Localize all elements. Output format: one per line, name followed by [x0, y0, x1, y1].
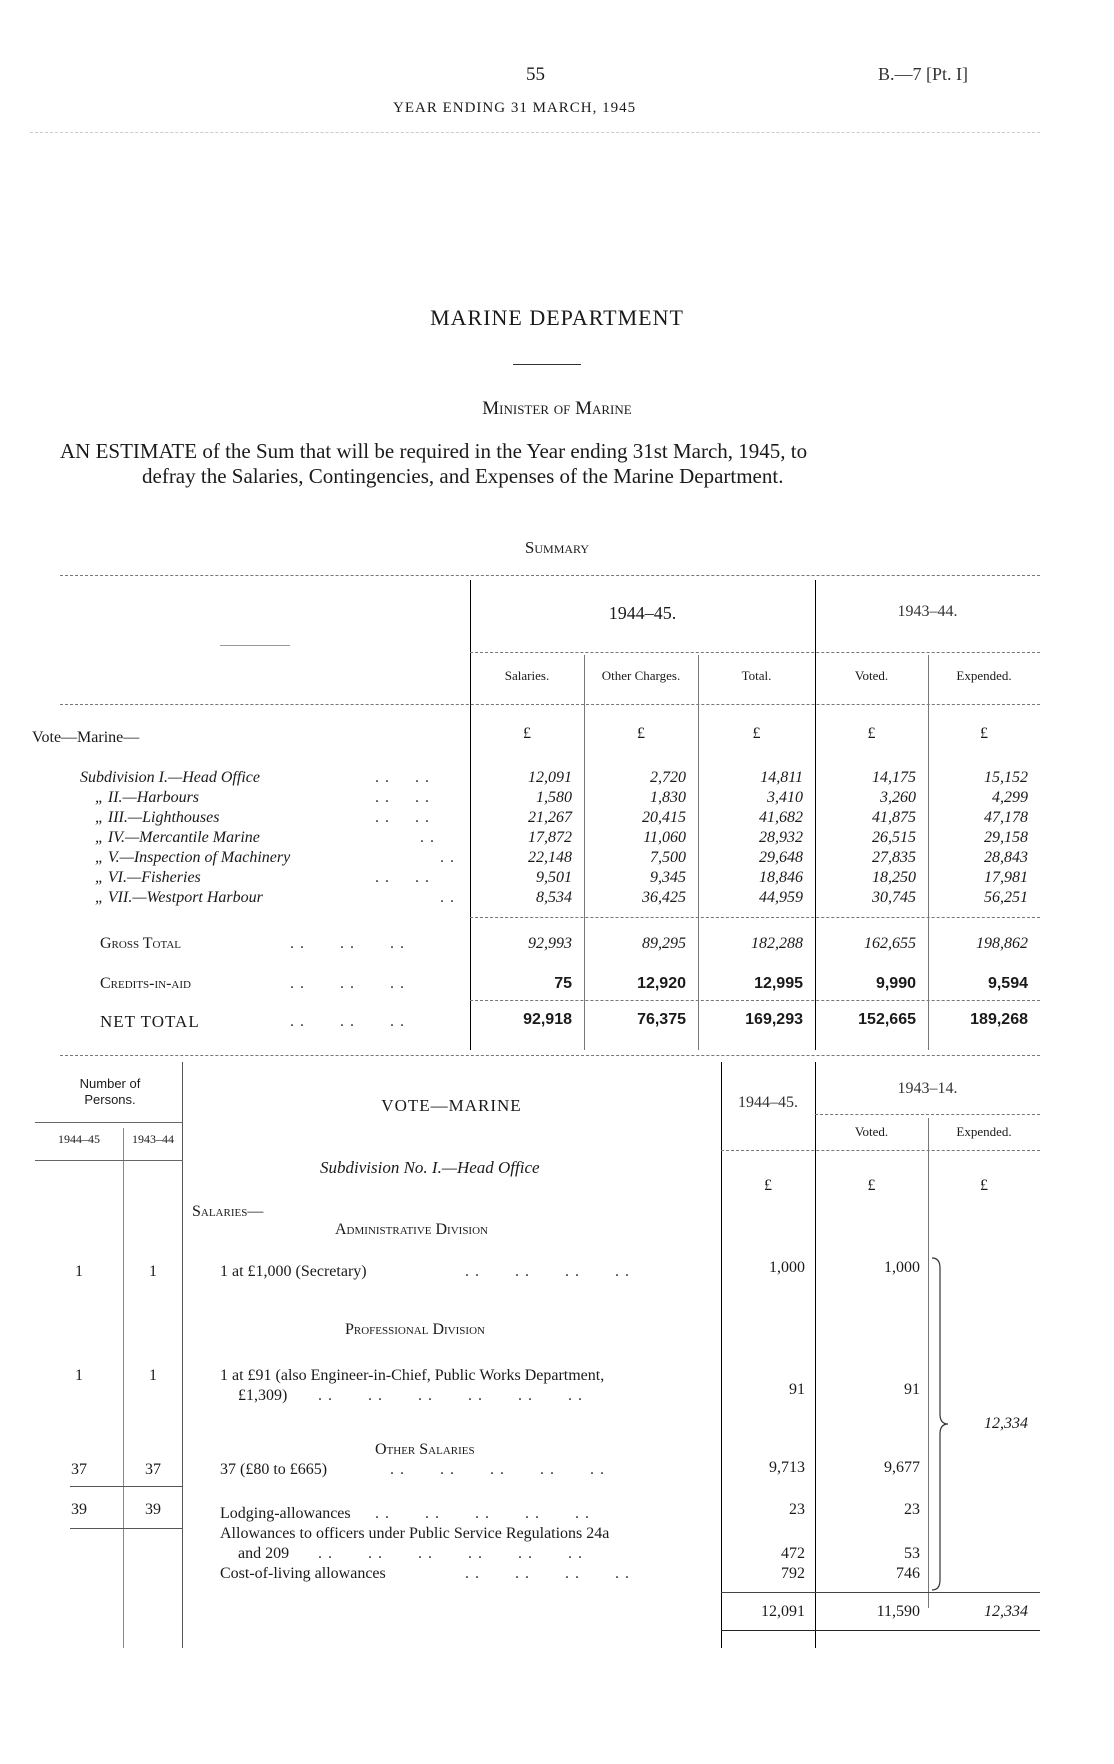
vote-total-1944: 12,091: [761, 1603, 805, 1620]
cost-of-living-voted-value: 746: [896, 1565, 920, 1582]
leader-dots: .. .. ..: [290, 975, 410, 992]
leader-dots: ..: [440, 889, 460, 906]
credits-in-aid-label: Credits-in-aid: [100, 975, 191, 992]
summary-row-label: „ V.—Inspection of Machinery: [95, 849, 291, 866]
summary-cell: 17,981: [984, 869, 1028, 886]
document-reference: B.—7 [Pt. I]: [878, 64, 968, 84]
prof-1944-value: 91: [789, 1381, 805, 1398]
other-row-text: 37 (£80 to £665): [220, 1461, 328, 1478]
vote-total-rule: [721, 1592, 1040, 1593]
summary-cell: 56,251: [984, 889, 1028, 906]
persons-total-rule: [70, 1486, 182, 1487]
col-other-charges: Other Charges.: [601, 668, 681, 683]
summary-cell: 1,580: [536, 789, 572, 806]
summary-row-label: Subdivision I.—Head Office: [80, 769, 260, 786]
persons-count: 37: [71, 1461, 87, 1478]
title-rule: [513, 364, 581, 365]
vote-currency: £: [867, 1177, 876, 1194]
admin-1944-value: 1,000: [769, 1259, 805, 1276]
vote-col-1943: 1943–14.: [897, 1080, 958, 1097]
summary-cell: 17,872: [528, 829, 572, 846]
net-total-cell: 169,293: [745, 1011, 803, 1028]
summary-cell: 18,846: [759, 869, 803, 886]
gross-total-cell: 162,655: [864, 935, 916, 952]
currency-symbol: £: [867, 725, 876, 742]
persons-header: [40, 1076, 180, 1108]
summary-cell: 8,534: [536, 889, 572, 906]
leader-dots: .. .. .. ..: [465, 1263, 635, 1280]
summary-heading: Summary: [524, 538, 590, 557]
summary-cell: 18,250: [872, 869, 916, 886]
vote-persons-inner-divider: [123, 1128, 124, 1648]
net-total-rule: [470, 1000, 1040, 1001]
summary-cell: 20,415: [642, 809, 686, 826]
summary-cell: 14,175: [872, 769, 916, 786]
bracket-expended-value: 12,334: [984, 1415, 1028, 1432]
summary-cell: 3,410: [767, 789, 803, 806]
credits-cell: 9,594: [987, 975, 1028, 992]
credits-cell: 75: [554, 975, 572, 992]
vote-total-expended: 12,334: [984, 1603, 1028, 1620]
credits-cell: 12,920: [637, 975, 686, 992]
page-title: MARINE DEPARTMENT: [430, 305, 684, 330]
vote-bottom-rule: [721, 1630, 1040, 1631]
leader-dots: .. .. .. ..: [465, 1565, 635, 1582]
leader-dots: .. .. .. .. ..: [390, 1461, 610, 1478]
lodging-text: Lodging-allowances: [220, 1505, 351, 1522]
vote-marine-label: Vote—Marine—: [32, 729, 140, 746]
summary-bottom-rule: [60, 1055, 1040, 1056]
lodging-1944-value: 23: [789, 1501, 805, 1518]
persons-count: 1: [149, 1263, 157, 1280]
persons-count: 1: [75, 1367, 83, 1384]
leader-dots: .. .. .. .. ..: [375, 1505, 595, 1522]
summary-cell: 11,060: [643, 829, 686, 846]
summary-cell: 3,260: [880, 789, 916, 806]
admin-division-heading: Administrative Division: [335, 1221, 488, 1238]
persons-count: 1: [149, 1367, 157, 1384]
persons-header-rule: [35, 1122, 183, 1123]
persons-bottom-rule: [70, 1528, 182, 1529]
allowances-text: Allowances to officers under Public Service Regulations 24a: [220, 1525, 610, 1542]
allowances-voted-value: 53: [904, 1545, 920, 1562]
credits-cell: 12,995: [754, 975, 803, 992]
intro-line-2: defray the Salaries, Contingencies, and Expenses of the Marine Department.: [142, 464, 784, 488]
persons-count: 1: [75, 1263, 83, 1280]
summary-group-1944: 1944–45.: [608, 603, 677, 623]
page-number: 55: [526, 64, 545, 85]
currency-symbol: £: [523, 725, 531, 742]
persons-total: 39: [145, 1501, 161, 1518]
leader-dots: ..: [420, 829, 440, 846]
leader-dots: .. ..: [375, 769, 435, 786]
summary-row-label: „ VII.—Westport Harbour: [95, 889, 263, 906]
leader-dots: .. ..: [375, 789, 435, 806]
leader-dots: .. .. ..: [290, 935, 410, 952]
persons-total: 39: [71, 1501, 87, 1518]
summary-cell: 21,267: [528, 809, 572, 826]
persons-count: 37: [145, 1461, 161, 1478]
header-rule: [30, 132, 1040, 133]
leader-dots: .. ..: [375, 869, 435, 886]
vote-col-expended: Expended.: [956, 1124, 1012, 1139]
currency-symbol: £: [752, 725, 761, 742]
prof-voted-value: 91: [904, 1381, 920, 1398]
col-voted: Voted.: [854, 668, 889, 683]
summary-cell: 15,152: [984, 769, 1028, 786]
other-salaries-heading: Other Salaries: [375, 1441, 475, 1458]
summary-cell: 1,830: [650, 789, 686, 806]
leader-dots: .. ..: [375, 809, 435, 826]
persons-year-rule: [35, 1160, 183, 1161]
vote-header-rule: [721, 1150, 1040, 1151]
prof-row-text: £1,309): [238, 1387, 288, 1404]
vote-currency: £: [764, 1177, 772, 1194]
admin-voted-value: 1,000: [884, 1259, 920, 1276]
summary-cell: 41,682: [759, 809, 803, 826]
admin-row-text: 1 at £1,000 (Secretary): [220, 1263, 367, 1280]
persons-header-text: Number of Persons.: [79, 1076, 141, 1107]
currency-symbol: £: [637, 725, 645, 742]
net-total-cell: 189,268: [970, 1011, 1028, 1028]
summary-cell: 9,501: [536, 869, 572, 886]
summary-cell: 41,875: [872, 809, 916, 826]
net-total-cell: 152,665: [858, 1011, 916, 1028]
summary-stub-rule: [220, 645, 290, 646]
other-1944-value: 9,713: [769, 1459, 805, 1476]
summary-top-rule: [60, 575, 1040, 576]
subdivision-heading: Subdivision No. I.—Head Office: [320, 1158, 540, 1177]
allowances-1944-value: 472: [781, 1545, 805, 1562]
summary-cell: 28,843: [984, 849, 1028, 866]
net-total-cell: 76,375: [637, 1011, 686, 1028]
col-salaries: Salaries.: [504, 668, 550, 683]
summary-header-rule: [470, 652, 1040, 653]
cost-of-living-1944-value: 792: [781, 1565, 805, 1582]
persons-year-b: 1943–44: [132, 1132, 174, 1146]
vote-currency: £: [980, 1177, 988, 1194]
summary-cell: 29,648: [759, 849, 803, 866]
credits-cell: 9,990: [875, 975, 916, 992]
summary-cell: 28,932: [759, 829, 803, 846]
vote-col-voted: Voted.: [854, 1124, 889, 1139]
summary-cell: 44,959: [759, 889, 803, 906]
summary-cell: 47,178: [984, 809, 1028, 826]
summary-cell: 9,345: [650, 869, 686, 886]
vote-title: VOTE—MARINE: [381, 1096, 522, 1115]
prof-division-heading: Professional Division: [345, 1321, 485, 1338]
intro-line-1: AN ESTIMATE of the Sum that will be required in the Year ending 31st March, 1945, to: [60, 439, 808, 463]
summary-group-1943: 1943–44.: [897, 603, 958, 620]
leader-dots: ..: [440, 849, 460, 866]
summary-row-label: „ IV.—Mercantile Marine: [95, 829, 260, 846]
gross-total-cell: 92,993: [528, 935, 572, 952]
leader-dots: .. .. .. .. .. ..: [318, 1545, 588, 1562]
summary-cell: 26,515: [872, 829, 916, 846]
col-expended: Expended.: [956, 668, 1012, 683]
prof-row-text: 1 at £91 (also Engineer-in-Chief, Public Works Department,: [220, 1367, 605, 1384]
gross-total-cell: 182,288: [751, 935, 803, 952]
summary-row-label: „ III.—Lighthouses: [95, 809, 220, 826]
gross-total-cell: 198,862: [976, 935, 1028, 952]
summary-cell: 36,425: [642, 889, 686, 906]
summary-row-label: „ II.—Harbours: [95, 789, 200, 806]
summary-cell: 2,720: [650, 769, 686, 786]
summary-cell: 29,158: [984, 829, 1028, 846]
leader-dots: .. .. ..: [290, 1013, 410, 1030]
other-voted-value: 9,677: [884, 1459, 920, 1476]
summary-cell: 7,500: [650, 849, 686, 866]
net-total-cell: 92,918: [523, 1011, 572, 1028]
net-total-label: NET TOTAL: [100, 1012, 200, 1031]
vote-persons-divider: [182, 1062, 183, 1648]
summary-cell: 14,811: [760, 769, 803, 786]
salaries-label: Salaries—: [192, 1203, 264, 1220]
year-ending-line: YEAR ENDING 31 MARCH, 1945: [393, 100, 637, 116]
gross-total-cell: 89,295: [642, 935, 686, 952]
col-total: Total.: [741, 668, 772, 683]
summary-cell: 22,148: [528, 849, 572, 866]
summary-row-label: „ VI.—Fisheries: [95, 869, 201, 886]
summary-cell: 30,745: [872, 889, 916, 906]
allowances-text: and 209: [238, 1545, 290, 1562]
lodging-voted-value: 23: [904, 1501, 920, 1518]
cost-of-living-text: Cost-of-living allowances: [220, 1565, 386, 1582]
persons-year-a: 1944–45: [58, 1132, 100, 1146]
vote-total-voted: 11,590: [876, 1603, 920, 1620]
currency-symbol: £: [980, 725, 988, 742]
gross-total-label: Gross Total: [100, 935, 182, 952]
leader-dots: .. .. .. .. .. ..: [318, 1387, 588, 1404]
summary-cell: 4,299: [992, 789, 1028, 806]
gross-total-rule: [470, 917, 1040, 918]
summary-subheader-rule: [60, 704, 1040, 705]
vote-col-1944: 1944–45.: [738, 1094, 798, 1111]
summary-cell: 12,091: [528, 769, 572, 786]
summary-cell: 27,835: [872, 849, 916, 866]
vote-year-rule: [815, 1114, 1040, 1115]
minister-heading: Minister of Marine: [482, 398, 632, 419]
